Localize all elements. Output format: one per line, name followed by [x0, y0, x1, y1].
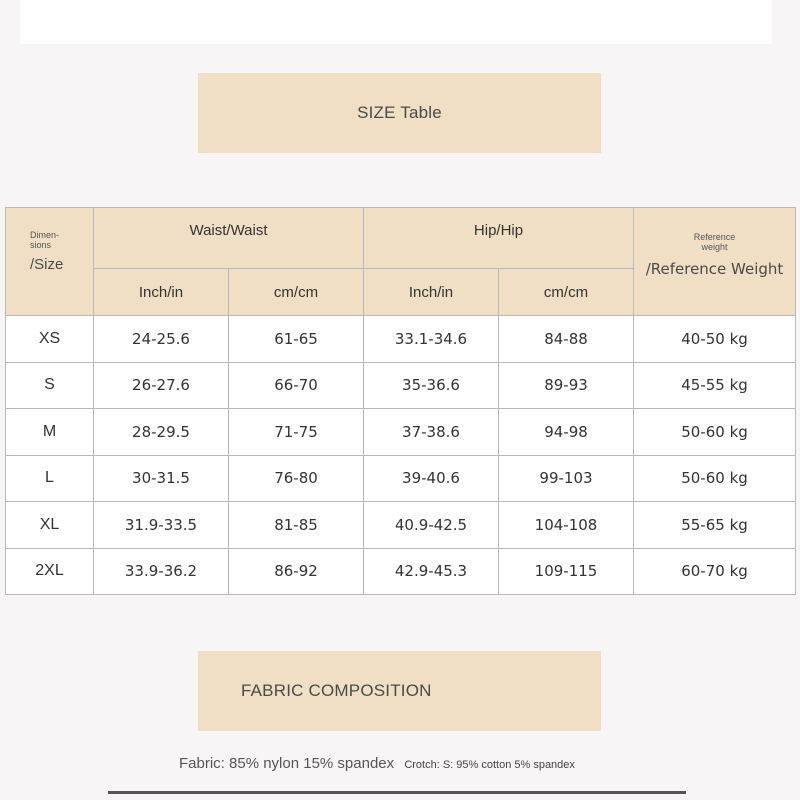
waist-inch-cell: 24-25.6	[94, 316, 229, 363]
fabric-info	[179, 755, 575, 772]
hip-cm-cell: 94-98	[499, 409, 634, 456]
waist-cm-cell: 81-85	[229, 502, 364, 549]
hip-inch-cell: 40.9-42.5	[364, 502, 499, 549]
table-row	[6, 455, 796, 502]
bottom-divider	[108, 791, 686, 794]
hip-cm-cell: 89-93	[499, 362, 634, 409]
table-row	[6, 316, 796, 363]
fabric-composition-title: FABRIC COMPOSITION	[241, 681, 432, 700]
fabric-composition-banner	[198, 651, 601, 731]
waist-cm-header: cm/cm	[229, 269, 364, 316]
waist-inch-cell: 26-27.6	[94, 362, 229, 409]
waist-cm-cell: 76-80	[229, 455, 364, 502]
hip-cm-cell: 99-103	[499, 455, 634, 502]
weight-cell: 40-50 kg	[634, 316, 796, 363]
waist-inch-cell: 31.9-33.5	[94, 502, 229, 549]
size-table	[5, 207, 796, 595]
hip-cm-cell: 104-108	[499, 502, 634, 549]
weight-cell: 50-60 kg	[634, 409, 796, 456]
weight-cell: 45-55 kg	[634, 362, 796, 409]
dimensions-size-header: Dimen- sions /Size	[6, 208, 94, 316]
waist-inch-header: Inch/in	[94, 269, 229, 316]
hip-group-header: Hip/Hip	[364, 208, 634, 269]
reference-weight-header: Reference weight /Reference Weight	[634, 208, 796, 316]
waist-cm-cell: 71-75	[229, 409, 364, 456]
size-cell: L	[6, 455, 94, 502]
weight-cell: 55-65 kg	[634, 502, 796, 549]
table-row	[6, 409, 796, 456]
waist-cm-cell: 86-92	[229, 548, 364, 595]
weight-cell: 60-70 kg	[634, 548, 796, 595]
waist-cm-cell: 66-70	[229, 362, 364, 409]
size-cell: 2XL	[6, 548, 94, 595]
weight-cell: 50-60 kg	[634, 455, 796, 502]
crotch-text: Crotch: S: 95% cotton 5% spandex	[404, 759, 575, 771]
top-card	[20, 0, 772, 44]
hip-inch-cell: 35-36.6	[364, 362, 499, 409]
waist-inch-cell: 28-29.5	[94, 409, 229, 456]
waist-group-header: Waist/Waist	[94, 208, 364, 269]
hip-inch-cell: 39-40.6	[364, 455, 499, 502]
size-cell: S	[6, 362, 94, 409]
size-table-title: SIZE Table	[357, 103, 442, 122]
hip-inch-cell: 33.1-34.6	[364, 316, 499, 363]
size-cell: XL	[6, 502, 94, 549]
header-row	[6, 208, 796, 269]
size-table-banner	[198, 73, 601, 153]
table-row	[6, 362, 796, 409]
size-cell: XS	[6, 316, 94, 363]
table-row	[6, 548, 796, 595]
hip-cm-cell: 109-115	[499, 548, 634, 595]
fabric-text: Fabric: 85% nylon 15% spandex	[179, 755, 395, 772]
hip-cm-cell: 84-88	[499, 316, 634, 363]
waist-inch-cell: 30-31.5	[94, 455, 229, 502]
size-cell: M	[6, 409, 94, 456]
hip-inch-cell: 42.9-45.3	[364, 548, 499, 595]
hip-inch-header: Inch/in	[364, 269, 499, 316]
hip-inch-cell: 37-38.6	[364, 409, 499, 456]
table-row	[6, 502, 796, 549]
waist-inch-cell: 33.9-36.2	[94, 548, 229, 595]
waist-cm-cell: 61-65	[229, 316, 364, 363]
hip-cm-header: cm/cm	[499, 269, 634, 316]
